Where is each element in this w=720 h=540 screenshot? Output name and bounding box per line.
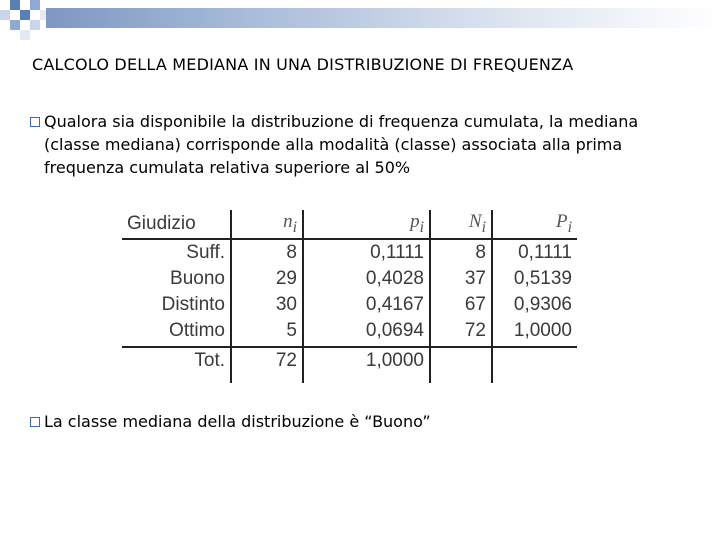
cell-pi: 0,1111	[303, 239, 430, 266]
cell-giudizio: Suff.	[122, 239, 231, 266]
cell-giudizio: Buono	[122, 266, 231, 292]
cell-Ni: 72	[430, 318, 492, 347]
bullet-text-2: La classe mediana della distribuzione è “Buono”	[44, 412, 431, 431]
cell-giudizio: Ottimo	[122, 318, 231, 347]
cell-ni: 8	[231, 239, 303, 266]
header-gradient-bar	[46, 8, 720, 28]
cell-total-pi: 1,0000	[303, 347, 430, 383]
cell-Pi: 0,5139	[513, 267, 572, 289]
cell-pi: 0,4028	[303, 266, 430, 292]
cell-giudizio: Distinto	[122, 292, 231, 318]
table-row	[122, 266, 577, 292]
cell-pi: 0,0694	[303, 318, 430, 347]
cell-Ni: 8	[430, 239, 492, 266]
cell-empty	[430, 347, 492, 383]
cell-Ni: 37	[430, 266, 492, 292]
cell-Pi: 0,1111	[518, 241, 572, 263]
table-total-row	[122, 347, 577, 383]
cell-Pi: 1,0000	[513, 319, 572, 341]
table-row	[122, 318, 577, 347]
header-Ni: $N_i$	[430, 210, 492, 239]
cell-empty	[492, 347, 577, 383]
cell-total-label: Tot.	[122, 347, 231, 383]
bullet-square-icon	[30, 117, 40, 127]
header-ni: $n_i$	[231, 210, 303, 239]
cell-total-ni: 72	[231, 347, 303, 383]
frequency-table	[122, 210, 577, 383]
slide-title: CALCOLO DELLA MEDIANA IN UNA DISTRIBUZIONE DI FREQUENZA	[32, 55, 574, 74]
header-pi: $p_i$	[303, 210, 430, 239]
cell-pi: 0,4167	[303, 292, 430, 318]
header-giudizio: Giudizio	[122, 210, 231, 239]
cell-ni: 30	[231, 292, 303, 318]
cell-ni: 5	[231, 318, 303, 347]
cell-ni: 29	[231, 266, 303, 292]
header-Pi: $P_i$	[492, 210, 577, 239]
bullet-square-icon	[30, 417, 40, 427]
cell-Pi: 0,9306	[513, 293, 572, 315]
bullet-text-1: Qualora sia disponibile la distribuzione di frequenza cumulata, la mediana (classe mediana) corrisponde alla modalità (classe) associata alla prima frequenza cumulata relativa superiore al 50%	[44, 112, 639, 177]
table-header-row	[122, 210, 577, 239]
table-row	[122, 292, 577, 318]
cell-Ni: 67	[430, 292, 492, 318]
table-row	[122, 239, 577, 266]
